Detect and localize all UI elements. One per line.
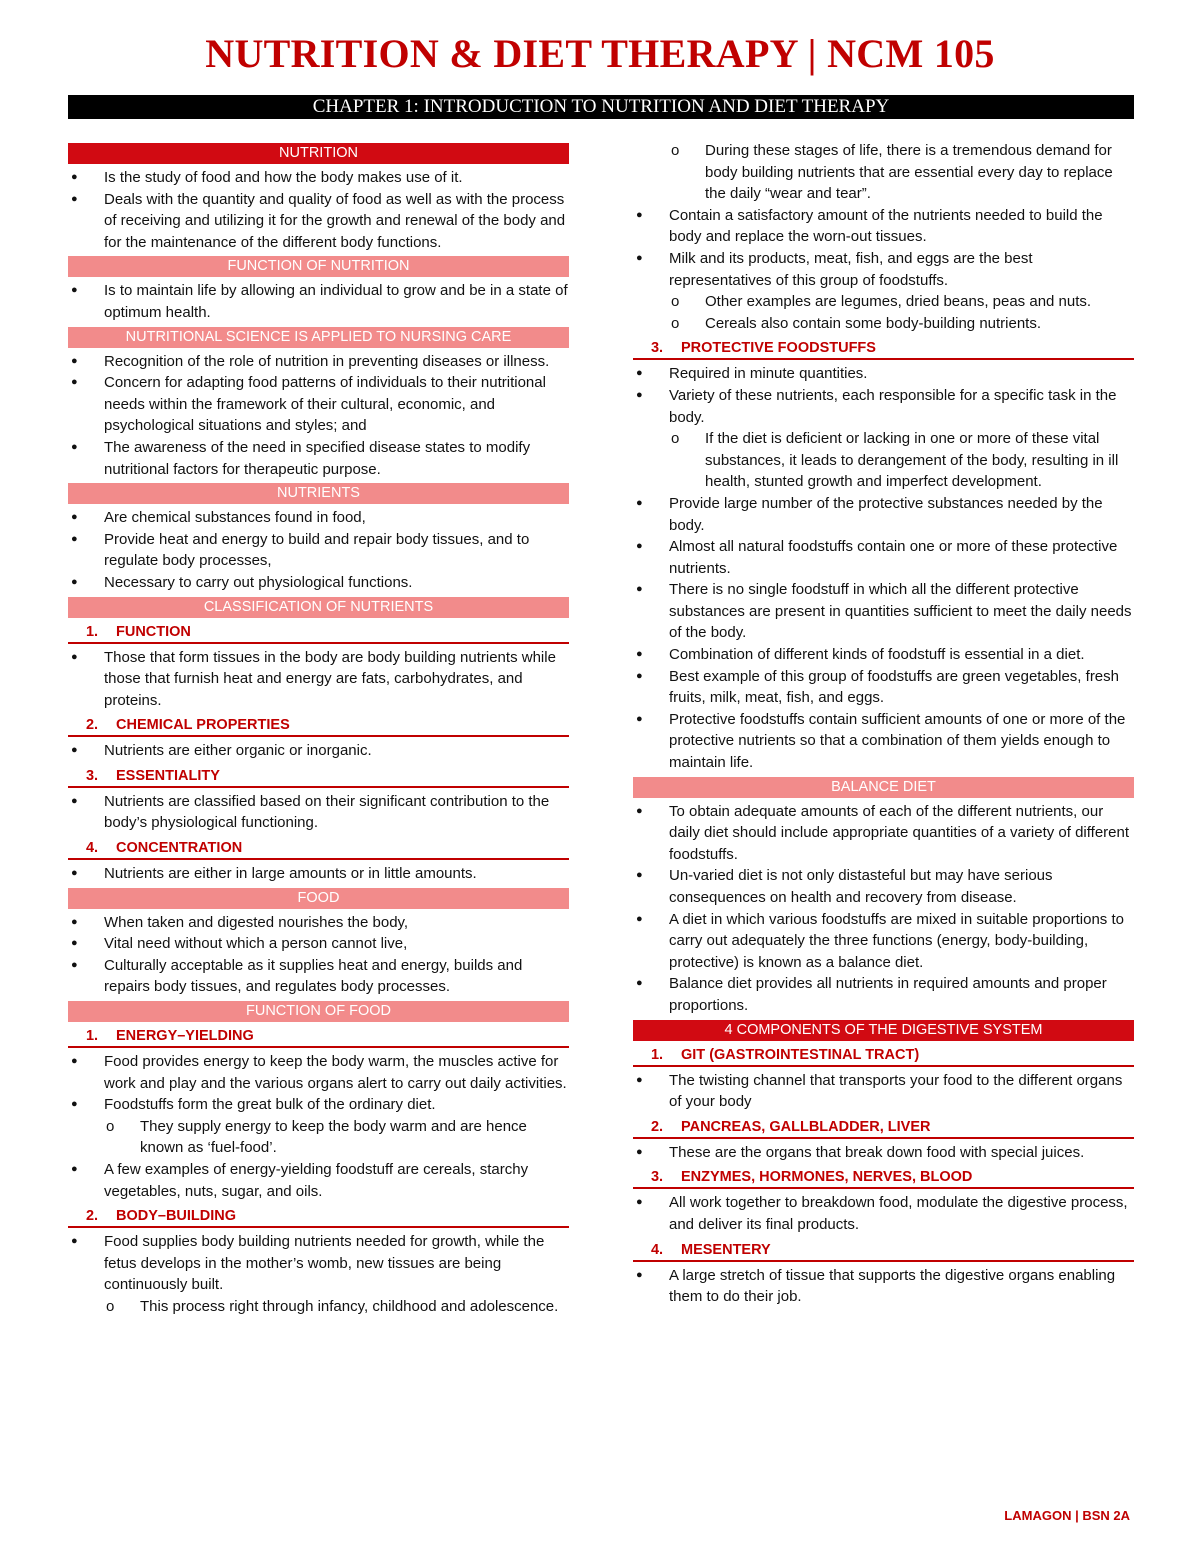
item-text: Nutrients are either in large amounts or in little amounts. bbox=[104, 865, 477, 883]
section-heading: NUTRITIONAL SCIENCE IS APPLIED TO NURSING CARE bbox=[68, 327, 569, 348]
subsection-title: MESENTERY bbox=[681, 1241, 771, 1258]
list-item bbox=[633, 666, 1134, 709]
bullet-icon: ● bbox=[71, 376, 78, 389]
item-text: To obtain adequate amounts of each of the different nutrients, our daily diet should include appropriate quantities of a variety of different foodstuffs. bbox=[669, 802, 1130, 863]
subsection-heading bbox=[633, 1167, 1134, 1189]
circle-bullet-icon: o bbox=[671, 293, 680, 311]
item-text: Balance diet provides all nutrients in required amounts and proper proportions. bbox=[669, 975, 1107, 1014]
item-text: Food supplies body building nutrients needed for growth, while the fetus develops in the mother’s womb, new tissues are being continuously built. bbox=[104, 1233, 545, 1294]
item-text: When taken and digested nourishes the body, bbox=[104, 913, 409, 931]
item-text: Nutrients are classified based on their significant contribution to the body’s physiological functioning. bbox=[104, 792, 550, 832]
section-heading: 4 COMPONENTS OF THE DIGESTIVE SYSTEM bbox=[633, 1020, 1134, 1041]
bullet-icon: ● bbox=[636, 912, 643, 925]
item-text: A few examples of energy-yielding foodstuff are cereals, starchy vegetables, nuts, sugar, and oils. bbox=[104, 1161, 529, 1200]
bullet-icon: ● bbox=[71, 867, 78, 880]
item-text: There is no single foodstuff in which all the different protective substances are present in quantities sufficient to meet the daily needs of the body. bbox=[669, 581, 1132, 642]
bullet-icon: ● bbox=[71, 192, 78, 205]
subsection-number: 2. bbox=[650, 1118, 664, 1135]
item-text: Milk and its products, meat, fish, and eggs are the best representatives of this group of foodstuffs. bbox=[669, 249, 1033, 289]
subsection-number: 4. bbox=[85, 840, 99, 857]
list-item bbox=[633, 865, 1134, 908]
list-item bbox=[633, 973, 1134, 1016]
item-text: Is the study of food and how the body makes use of it. bbox=[104, 169, 463, 186]
item-text: The awareness of the need in specified disease states to modify nutritional factors for therapeutic purpose. bbox=[104, 438, 531, 478]
item-text: Necessary to carry out physiological functions. bbox=[104, 573, 413, 591]
bullet-icon: ● bbox=[636, 1073, 643, 1086]
section-heading: FUNCTION OF FOOD bbox=[68, 1001, 569, 1022]
item-text: Foodstuffs form the great bulk of the ordinary diet. bbox=[104, 1096, 436, 1114]
item-text: Other examples are legumes, dried beans, peas and nuts. bbox=[705, 293, 1092, 311]
list-item bbox=[633, 579, 1134, 644]
subsection-number: 2. bbox=[85, 1208, 99, 1225]
bullet-icon: ● bbox=[636, 540, 643, 553]
item-text: The twisting channel that transports your food to the different organs of your body bbox=[669, 1071, 1123, 1111]
sub-list-item bbox=[633, 140, 1134, 205]
subsection-title: ENERGY–YIELDING bbox=[116, 1028, 254, 1045]
list-item bbox=[68, 1231, 569, 1296]
sub-list-item bbox=[68, 1116, 569, 1159]
item-text: They supply energy to keep the body warm and are hence known as ‘fuel-food’. bbox=[140, 1117, 527, 1157]
list-item bbox=[633, 248, 1134, 291]
list-item bbox=[68, 280, 569, 323]
item-text: Variety of these nutrients, each responsible for a specific task in the body. bbox=[669, 386, 1117, 426]
bullet-icon: ● bbox=[636, 869, 643, 882]
item-text: Concern for adapting food patterns of individuals to their nutritional needs within the framework of their cultural, economic, and psychological situations and styles; and bbox=[104, 374, 546, 435]
list-item bbox=[68, 1159, 569, 1202]
list-item bbox=[68, 1051, 569, 1094]
list-item bbox=[633, 205, 1134, 248]
item-text: Protective foodstuffs contain sufficient amounts of one or more of the protective nutrients so that a combination of them yields enough to maintain life. bbox=[669, 710, 1126, 772]
item-text: Is to maintain life by allowing an individual to grow and be in a state of optimum health. bbox=[104, 282, 568, 321]
bullet-icon: ● bbox=[636, 648, 643, 661]
list-item bbox=[68, 1094, 569, 1116]
subsection-title: ENZYMES, HORMONES, NERVES, BLOOD bbox=[681, 1169, 973, 1186]
subsection-heading bbox=[68, 766, 569, 788]
list-item bbox=[68, 372, 569, 437]
item-text: Contain a satisfactory amount of the nutrients needed to build the body and replace the worn-out tissues. bbox=[669, 206, 1103, 246]
bullet-icon: ● bbox=[636, 388, 643, 401]
item-text: Recognition of the role of nutrition in preventing diseases or illness. bbox=[104, 352, 550, 370]
subsection-heading bbox=[633, 338, 1134, 360]
item-text: Food provides energy to keep the body warm, the muscles active for work and play and the various organs alert to carry out daily activities. bbox=[104, 1053, 567, 1092]
left-column bbox=[68, 140, 569, 1318]
subsection-number: 1. bbox=[85, 1028, 99, 1045]
list-item bbox=[68, 933, 569, 955]
subsection-number: 3. bbox=[85, 767, 99, 784]
subsection-title: BODY–BUILDING bbox=[116, 1208, 237, 1225]
subsection-heading bbox=[633, 1045, 1134, 1067]
bullet-icon: ● bbox=[71, 650, 78, 663]
bullet-icon: ● bbox=[71, 440, 78, 453]
section-heading: BALANCE DIET bbox=[633, 777, 1134, 798]
subsection-title: PANCREAS, GALLBLADDER, LIVER bbox=[681, 1118, 931, 1135]
bullet-icon: ● bbox=[71, 284, 78, 297]
item-text: All work together to breakdown food, modulate the digestive process, and deliver its final products. bbox=[669, 1194, 1128, 1233]
item-text: Are chemical substances found in food, bbox=[104, 509, 366, 527]
sub-list-item bbox=[633, 428, 1134, 493]
bullet-icon: ● bbox=[71, 575, 78, 588]
item-text: If the diet is deficient or lacking in one or more of these vital substances, it leads to derangement of the body, resulting in ill health, stunted growth and imperfect development. bbox=[705, 430, 1119, 491]
section-heading: NUTRIENTS bbox=[68, 483, 569, 504]
section-heading: CLASSIFICATION OF NUTRIENTS bbox=[68, 597, 569, 618]
circle-bullet-icon: o bbox=[671, 142, 680, 159]
subsection-heading bbox=[68, 715, 569, 737]
item-text: These are the organs that break down food with special juices. bbox=[669, 1143, 1085, 1161]
subsection-number: 4. bbox=[650, 1241, 664, 1258]
bullet-icon: ● bbox=[636, 1145, 643, 1158]
item-text: Culturally acceptable as it supplies heat and energy, builds and repairs body tissues, and regulates body processes. bbox=[104, 956, 523, 996]
subsection-title: FUNCTION bbox=[116, 623, 191, 640]
chapter-heading: CHAPTER 1: INTRODUCTION TO NUTRITION AND DIET THERAPY bbox=[68, 95, 1134, 119]
subsection-heading bbox=[68, 838, 569, 860]
subsection-number: 1. bbox=[85, 623, 99, 640]
list-item bbox=[68, 189, 569, 254]
subsection-heading bbox=[633, 1240, 1134, 1262]
sub-list-item bbox=[633, 291, 1134, 313]
item-text: Un-varied diet is not only distasteful but may have serious consequences on health and recovery from disease. bbox=[669, 867, 1053, 906]
item-text: Best example of this group of foodstuffs are green vegetables, fresh fruits, milk, meat, fish, and eggs. bbox=[669, 667, 1119, 707]
circle-bullet-icon: o bbox=[106, 1297, 115, 1315]
list-item bbox=[633, 644, 1134, 666]
list-item bbox=[68, 437, 569, 480]
list-item bbox=[68, 647, 569, 712]
list-item bbox=[68, 740, 569, 762]
subsection-title: ESSENTIALITY bbox=[116, 767, 220, 784]
item-text: Those that form tissues in the body are body building nutrients while those that furnish heat and energy are fats, carbohydrates, and proteins. bbox=[104, 648, 556, 709]
bullet-icon: ● bbox=[71, 532, 78, 545]
list-item bbox=[68, 507, 569, 529]
item-text: Provide large number of the protective substances needed by the body. bbox=[669, 494, 1103, 534]
item-text: Almost all natural foodstuffs contain one or more of these protective nutrients. bbox=[669, 538, 1118, 577]
section-heading: FOOD bbox=[68, 888, 569, 909]
item-text: This process right through infancy, childhood and adolescence. bbox=[140, 1297, 559, 1315]
circle-bullet-icon: o bbox=[106, 1117, 115, 1135]
sub-list-item bbox=[68, 1296, 569, 1318]
item-text: A large stretch of tissue that supports the digestive organs enabling them to do their job. bbox=[669, 1266, 1116, 1306]
subsection-title: PROTECTIVE FOODSTUFFS bbox=[681, 340, 876, 357]
bullet-icon: ● bbox=[71, 915, 78, 928]
list-item bbox=[68, 351, 569, 373]
subsection-number: 1. bbox=[650, 1046, 664, 1063]
list-item bbox=[68, 863, 569, 885]
item-text: Cereals also contain some body-building nutrients. bbox=[705, 314, 1042, 332]
list-item bbox=[633, 801, 1134, 866]
list-item bbox=[68, 955, 569, 998]
subsection-heading bbox=[68, 1206, 569, 1228]
subsection-title: CONCENTRATION bbox=[116, 840, 243, 857]
list-item bbox=[68, 791, 569, 834]
list-item bbox=[68, 167, 569, 189]
list-item bbox=[633, 709, 1134, 774]
list-item bbox=[633, 536, 1134, 579]
bullet-icon: ● bbox=[71, 937, 78, 950]
bullet-icon: ● bbox=[71, 1235, 78, 1248]
bullet-icon: ● bbox=[636, 712, 643, 725]
bullet-icon: ● bbox=[71, 744, 78, 757]
subsection-title: GIT (GASTROINTESTINAL TRACT) bbox=[681, 1046, 920, 1063]
bullet-icon: ● bbox=[71, 511, 78, 524]
bullet-icon: ● bbox=[71, 171, 78, 183]
footer-author: LAMAGON | BSN 2A bbox=[1004, 1508, 1130, 1523]
subsection-title: CHEMICAL PROPERTIES bbox=[116, 717, 290, 734]
subsection-heading bbox=[633, 1117, 1134, 1139]
bullet-icon: ● bbox=[71, 958, 78, 971]
bullet-icon: ● bbox=[636, 1196, 643, 1209]
bullet-icon: ● bbox=[71, 1055, 78, 1068]
right-column bbox=[633, 140, 1134, 1308]
item-text: During these stages of life, there is a tremendous demand for body building nutrients that are essential every day to replace the daily “wear and tear”. bbox=[705, 142, 1113, 203]
bullet-icon: ● bbox=[636, 251, 643, 264]
bullet-icon: ● bbox=[636, 977, 643, 990]
list-item bbox=[633, 1265, 1134, 1308]
list-item bbox=[68, 529, 569, 572]
subsection-heading bbox=[68, 1026, 569, 1048]
item-text: Required in minute quantities. bbox=[669, 365, 868, 383]
list-item bbox=[633, 1070, 1134, 1113]
bullet-icon: ● bbox=[636, 804, 643, 817]
bullet-icon: ● bbox=[636, 669, 643, 682]
list-item bbox=[633, 909, 1134, 974]
bullet-icon: ● bbox=[71, 1098, 78, 1111]
circle-bullet-icon: o bbox=[671, 314, 680, 332]
subsection-number: 2. bbox=[85, 717, 99, 734]
item-text: Provide heat and energy to build and repair body tissues, and to regulate body processes, bbox=[104, 530, 530, 570]
subsection-number: 3. bbox=[650, 340, 664, 357]
list-item bbox=[68, 912, 569, 934]
item-text: A diet in which various foodstuffs are mixed in suitable proportions to carry out adequately the three functions (energy, body-building, protective) is known as a balance diet. bbox=[669, 910, 1124, 971]
document-title: NUTRITION & DIET THERAPY | NCM 105 bbox=[205, 31, 995, 76]
bullet-icon: ● bbox=[71, 354, 78, 367]
item-text: Vital need without which a person cannot live, bbox=[104, 935, 408, 953]
list-item bbox=[633, 1142, 1134, 1164]
item-text: Combination of different kinds of foodstuff is essential in a diet. bbox=[669, 646, 1085, 664]
bullet-icon: ● bbox=[636, 367, 643, 380]
list-item bbox=[633, 363, 1134, 385]
list-item bbox=[633, 1192, 1134, 1235]
bullet-icon: ● bbox=[636, 208, 643, 221]
section-heading: NUTRITION bbox=[68, 143, 569, 164]
subsection-heading bbox=[68, 622, 569, 644]
bullet-icon: ● bbox=[636, 1268, 643, 1281]
subsection-number: 3. bbox=[650, 1169, 664, 1186]
bullet-icon: ● bbox=[636, 496, 643, 509]
item-text: Deals with the quantity and quality of food as well as with the process of receiving and utilizing it for the growth and renewal of the body and for the maintenance of the different body functions. bbox=[104, 190, 566, 251]
bullet-icon: ● bbox=[71, 1163, 78, 1175]
circle-bullet-icon: o bbox=[671, 430, 680, 448]
section-heading: FUNCTION OF NUTRITION bbox=[68, 256, 569, 277]
item-text: Nutrients are either organic or inorganic. bbox=[104, 742, 372, 760]
bullet-icon: ● bbox=[636, 583, 643, 596]
list-item bbox=[633, 493, 1134, 536]
list-item bbox=[68, 572, 569, 594]
bullet-icon: ● bbox=[71, 794, 78, 807]
sub-list-item bbox=[633, 313, 1134, 335]
list-item bbox=[633, 385, 1134, 428]
